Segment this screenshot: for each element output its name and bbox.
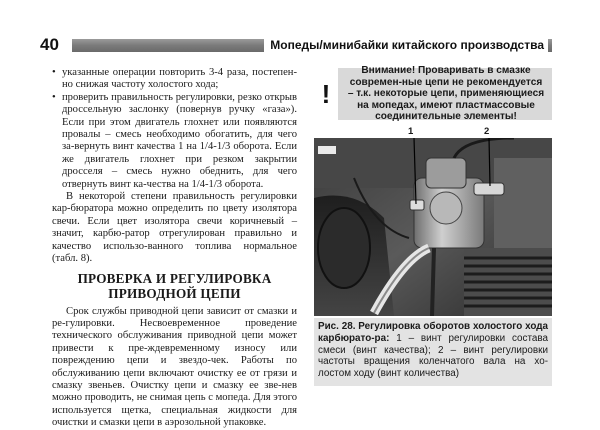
exclamation-icon: ! — [321, 78, 331, 109]
list-item — [52, 92, 297, 191]
warning-text — [338, 65, 552, 123]
figure-caption-body: 1 – винт регулировки состава смеси (винт качества); 2 – винт регулировки частоты вращения коленчатого вала на хо-лостом ходу (винт количества) — [318, 332, 549, 380]
figure-caption-title: Рис. 28. Регулировка оборотов холостого хода карбюрато-ра: — [318, 321, 548, 344]
instruction-list — [52, 67, 297, 191]
callout-1: 1 — [408, 126, 414, 137]
list-item — [52, 67, 297, 92]
callout-2: 2 — [484, 126, 490, 137]
warning-message: Внимание! Проваривать в смазке современ-ные цепи не рекомендуется – т.к. некоторые цепи, применяющиеся на мопедах, имеют пластмассовые соединительные элементы! — [347, 65, 545, 123]
warning-box — [314, 65, 552, 123]
list-item-text: проверить правильность регулировки, резко открыв дроссельную заслонку (повернув ручку «газа»). Если при этом двигатель глохнет или появляются провалы – смесь необходимо обогатить, для чего за-вернуть винт качества 1 на 1/4-1/3 оборота. Если же двигатель глохнет при резком закрытии дросселя – смесь нужно обеднить, для чего отвернуть винт ка-чества на 1/4-1/3 оборота. — [62, 91, 297, 190]
section-heading-line: ПРОВЕРКА И РЕГУЛИРОВКА — [77, 270, 272, 286]
section-heading — [52, 271, 297, 301]
bullet-icon: • — [52, 91, 56, 103]
list-item-text: указанные операции повторить 3-4 раза, постепен-но снижая частоту холостого хода; — [62, 67, 297, 91]
running-title: Мопеды/минибайки китайского производства — [264, 37, 548, 53]
paragraph-spark-plug: В некоторой степени правильность регулировки кар-бюратора можно определить по цвету изолятора свечи. Если цвет изолятора свечи коричневый – значит, карбю-ратор отрегулирован правильно и качество использо-ванного топлива нормальное (табл. 8). — [52, 191, 297, 265]
carburetor-photo — [314, 138, 552, 316]
figure-caption — [314, 318, 552, 386]
paragraph-chain: Срок службы приводной цепи зависит от смазки и ре-гулировки. Несвоевременное проведение технического обслуживания приводной цепи может привести к пре-ждевременному износу или повреждению цепи и звездо-чек. Работы по обслуживанию цепи включают очистку ее от грязи и смазку звеньев. Очистку цепи и смазку ее зве-нев можно проводить, не снимая цепь с мопеда. Для этого используется щетка, специальная жидкости для очистки и смазки цепи в аэрозольной упаковке. — [52, 305, 297, 429]
bullet-icon: • — [52, 67, 56, 78]
page-number: 40 — [40, 35, 59, 54]
section-heading-line: ПРИВОДНОЙ ЦЕПИ — [108, 285, 241, 301]
left-column — [52, 67, 297, 430]
